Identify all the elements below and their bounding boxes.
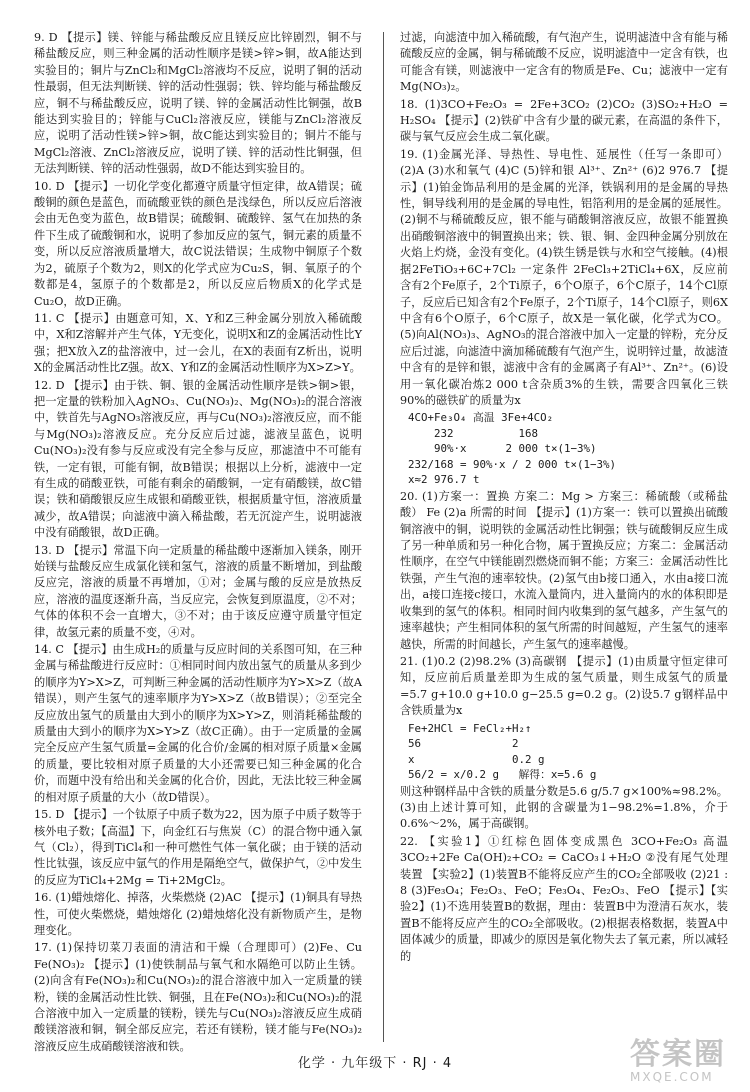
watermark-logo [630, 1037, 740, 1086]
answer-18: 18. (1)3CO+Fe₂O₃ = 2Fe+3CO₂ (2)CO₂ (3)SO₂+H₂O = H₂SO₄ 【提示】(2)铁矿中含有少量的碳元素，在高温的条件下，碳与氧气反应会生成二氧化碳。 [400, 97, 728, 144]
answer-17: 17. (1)保持切菜刀表面的清洁和干燥（合理即可）(2)Fe、Cu Fe(NO₃)₂ 【提示】(1)使铁制品与氧气和水隔绝可以防止生锈。(2)向含有Fe(NO₃)₂和Cu(NO₃)₂的混合溶液中加入一定质量的镁粉，镁的金属活动性比铁、铜强，且在Fe(NO₃)₂和Cu(NO₃)₂的混合溶液中加入一定质量的镁粉，镁先与Cu(NO₃)₂溶液反应生成硝酸镁溶液和铜，铜全部反应完，若还有镁粉，镁才能与Fe(NO₃)₂溶液反应生成硝酸镁溶液和铁。 [34, 941, 362, 1053]
equation-21-calculation: Fe+2HCl = FeCl₂+H₂↑ 56 2 x 0.2 g 56/2 = x/0.2 g 解得：x=5.6 g [408, 721, 597, 782]
answer-10: 10. D 【提示】一切化学变化都遵守质量守恒定律，故A错误；硫酸铜的颜色是蓝色，而硫酸亚铁的颜色是浅绿色，所以反应后溶液会由无色变为蓝色，故B错误；硫酸铜、硫酸锌、氢气在加热的条件下生成了硫酸铜和水，说明了参加反应的氢气，铜元素的质量不变，所以反应溶液质量增大，故C说法错误；生成物中铜原子个数为2，硫原子个数为2，则X的化学式应为Cu₂S，铜、氧原子的个数都是4，氢原子的个数都是2，所以反应后物质X的化学式是Cu₂O，故D正确。 [34, 179, 362, 308]
page-footer: 化学 · 九年级下 · RJ · 4 [297, 1056, 453, 1071]
answer-19: 19. (1)金属光泽、导热性、导电性、延展性（任写一条即可）(2)A (3)水和氧气 (4)C (5)锌和银 Al³⁺、Zn²⁺ (6)2 976.7 【提示】(1)铂金饰品利用的是金属的光泽，铁锅利用的是金属的导热性，铜导线利用的是金属的导电性，铝箔利用的是金属的延展性。(2)铜不与稀硫酸反应，银不能与硝酸铜溶液反应，故银不能置换出硝酸铜溶液中的铜置换出来；铁、银、铜、金四种金属分别放在火焰上灼烧，金没有变化。(4)铁生锈是铁与水和空气接触。(4)根据2FeTiO₃+6C+7Cl₂ 一定条件 2FeCl₃+2TiCl₄+6X，反应前含有2个Fe原子，2个Ti原子，6个O原子，6个C原子，14个Cl原子，反应后已知含有2个Fe原子，2个Ti原子，14个Cl原子，则6X中含有6个O原子，6个C原子，故X是一氧化碳，化学式为CO。(5)向Al(NO₃)₃、AgNO₃的混合溶液中加入一定量的锌粉，充分反应后过滤，向滤渣中滴加稀硫酸有气泡产生，说明锌过量，故滤渣中含有的是锌和银，滤液中含有的金属离子有Al³⁺、Zn²⁺。(6)设用一氧化碳冶炼2 000 t含杂质3%的生铁，需要含四氧化三铁90%的磁铁矿的质量为x [400, 147, 728, 407]
watermark-main-text: 答案圈 [630, 1037, 726, 1072]
answer-14: 14. C 【提示】由生成H₂的质量与反应时间的关系图可知，在三种金属与稀盐酸进行反应时：①相同时间内放出氢气的质量从多到少的顺序为Y>X>Z，可判断三种金属的活动性顺序为Y>X>Z（故A错误），则产生氢气的速率顺序为Y>X>Z（故B错误）；②至完全反应放出氢气的质量由大到小的顺序为X>Y>Z，则消耗稀盐酸的质量由大到小的顺序为X>Y>Z（故C正确）。由于一定质量的金属完全反应产生氢气质量=金属的化合价/金属的相对原子质量×金属的质量，要比较相对原子质量的大小还需要已知三种金属的化合价，而题中没有给出和关金属的化合价，因此，无法比较三种金属的相对原子质量的大小（故D错误）。 [34, 643, 362, 804]
answer-20: 20. (1)方案一：置换 方案二：Mg > 方案三：稀硫酸（或稀盐酸） Fe (2)a 所需的时间 【提示】(1)方案一：铁可以置换出硫酸铜溶液中的铜，说明铁的金属活动性比铜强；铁与硫酸铜反应生成了另一种单质和另一种化合物，属于置换反应；方案二：金属活动性顺序，在空气中镁能剧烈燃烧而铜不能；方案三：金属活动性比铁强，产生气泡的速率较快。(2)氢气由b接口通入，水由a接口流出，a接口连接c接口，水流入量筒内，进入量筒内的水的体积即是收集到的氢气的体积。相同时间内收集到的氢气越多，产生氢气的速率越快；产生相同体积的氢气所需的时间越短，产生氢气的速率越快，所需的时间越长，产生氢气的速率越慢。 [400, 489, 728, 651]
answer-15: 15. D 【提示】一个钛原子中质子数为22，因为原子中质子数等于核外电子数；【高温】下，向金红石与焦炭（C）的混合物中通入氯气（Cl₂），得到TiCl₄和一种可燃性气体一氧化碳；由于镁的活动性比钛强，该反应中氩气的作用是隔绝空气，做保护气，②中发生的反应为TiCl₄+2Mg = Ti+2MgCl₂。 [34, 808, 362, 887]
answer-16: 16. (1)蜡烛熔化、掉落，火柴燃烧 (2)AC 【提示】(1)铜具有导热性，可使火柴燃烧，蜡烛熔化 (2)蜡烛熔化没有新物质产生，是物理变化。 [34, 891, 362, 937]
answer-21: 21. (1)0.2 (2)98.2% (3)高碳钢 【提示】(1)由质量守恒定律可知，反应前后质量差即为生成的氢气质量，则生成氢气的质量=5.7 g+10.0 g+10.0 g−25.5 g=0.2 g。(2)设5.7 g钢样品中含铁质量为x [400, 654, 728, 718]
answer-21-conclusion: 则这种钢样品中含铁的质量分数是5.6 g/5.7 g×100%≈98.2%。(3)由上述计算可知，此钢的含碳量为1−98.2%=1.8%，介于0.6%～2%，属于高碳钢。 [400, 784, 728, 831]
answer-12: 12. D 【提示】由于铁、铜、银的金属活动性顺序是铁>铜>银，把一定量的铁粉加入AgNO₃、Cu(NO₃)₂、Mg(NO₃)₂的混合溶液中，铁首先与AgNO₃溶液反应，再与Cu(NO₃)₂溶液反应，而不能与Mg(NO₃)₂溶液反应。充分反应后过滤，滤液呈蓝色，说明Cu(NO₃)₂没有参与反应或没有完全参与反应，那滤渣中不可能有铁，一定有银，可能有铜，故B错误；根据以上分析，滤液中一定有生成的硝酸亚铁，可能有剩余的硝酸铜，一定有硝酸镁，故C错误；铁和硝酸银反应生成银和硝酸亚铁，根据质量守恒，溶液质量减少，故A错误；向滤液中滴入稀盐酸，若无沉淀产生，说明滤液中没有硝酸银，故D正确。 [34, 378, 362, 540]
answer-11: 11. C 【提示】由题意可知，X、Y和Z三种金属分别放入稀硫酸中，X和Z溶解并产生气体，Y无变化，说明X和Z的金属活动性比Y强；把X放入Z的盐溶液中，过一会儿，在X的表面有Z析出，说明X的金属活动性比Z强。故X、Y和Z的金属活动性顺序为X>Z>Y。 [34, 311, 362, 375]
column-divider [383, 32, 384, 1042]
answer-9: 9. D 【提示】镁、锌能与稀盐酸反应且镁反应比锌剧烈，铜不与稀盐酸反应，则三种金属的活动性顺序是镁>锌>铜，故A能达到实验目的；铜片与ZnCl₂和MgCl₂溶液均不反应，说明了铜的活动性最弱，但无法判断镁、锌的活动性强弱；铁、锌均能与稀盐酸反应，铜不与稀盐酸反应，说明了镁、锌的金属活动性比铜强，故B能达到实验目的；锌能与CuCl₂溶液反应，镁能与ZnCl₂溶液反应，说明了活动性镁>锌>铜，故C能达到实验目的；铜片不能与MgCl₂溶液、ZnCl₂溶液反应，说明了镁、锌的活动性比铜强，但无法判断镁、锌的活动性强弱，故D不能达到实验目的。 [34, 31, 362, 176]
left-column [34, 30, 362, 1053]
answer-22: 22. 【实验1】①红棕色固体变成黑色 3CO+Fe₂O₃ 高温 3CO₂+2Fe Ca(OH)₂+CO₂ = CaCO₃↓+H₂O ②没有尾气处理装置 【实验2】(1)装置B不能将反应产生的CO₂全部吸收 (2)21 : 8 (3)Fe₃O₄；Fe₂O₃、FeO；Fe₃O₄、Fe₂O₃、FeO 【提示】【实验2】(1)不选用装置B的数据，理由：装置B中为澄清石灰水，装置B不能将反应产生的CO₂全部吸收。(2)根据表格数据，装置A中固体减少的质量，即减少的原因是氧化物失去了氧元素，所以减轻的 [400, 834, 728, 963]
equation-19-calculation: 4CO+Fe₃O₄ 高温 3Fe+4CO₂ 232 168 90%·x 2 000 t×(1−3%) 232/168 = 90%·x / 2 000 t×(1−3%) x≈2 976.7 t [408, 411, 617, 487]
watermark-url-text: MXQE.COM [630, 1070, 714, 1084]
answer-17-continued: 过滤，向滤渣中加入稀硫酸，有气泡产生，说明滤渣中含有能与稀硫酸反应的金属，铜与稀硫酸不反应，说明滤渣中一定含有铁，也可能含有镁，则滤液中一定含有的物质是Fe、Cu；滤液中一定有Mg(NO₃)₂。 [400, 31, 728, 94]
answer-13: 13. D 【提示】常温下向一定质量的稀盐酸中逐渐加入镁条，刚开始镁与盐酸反应生成氯化镁和氢气，溶液的质量不断增加，到盐酸反应完，溶液的质量不再增加，①对；金属与酸的反应是放热反应，溶液的温度逐渐升高，当反应完，会恢复到原温度，②不对；气体的体积不会一直增大，③不对；由于该反应遵守质量守恒定律，故氢元素的质量不变，④对。 [34, 543, 362, 639]
right-column [400, 30, 728, 1040]
